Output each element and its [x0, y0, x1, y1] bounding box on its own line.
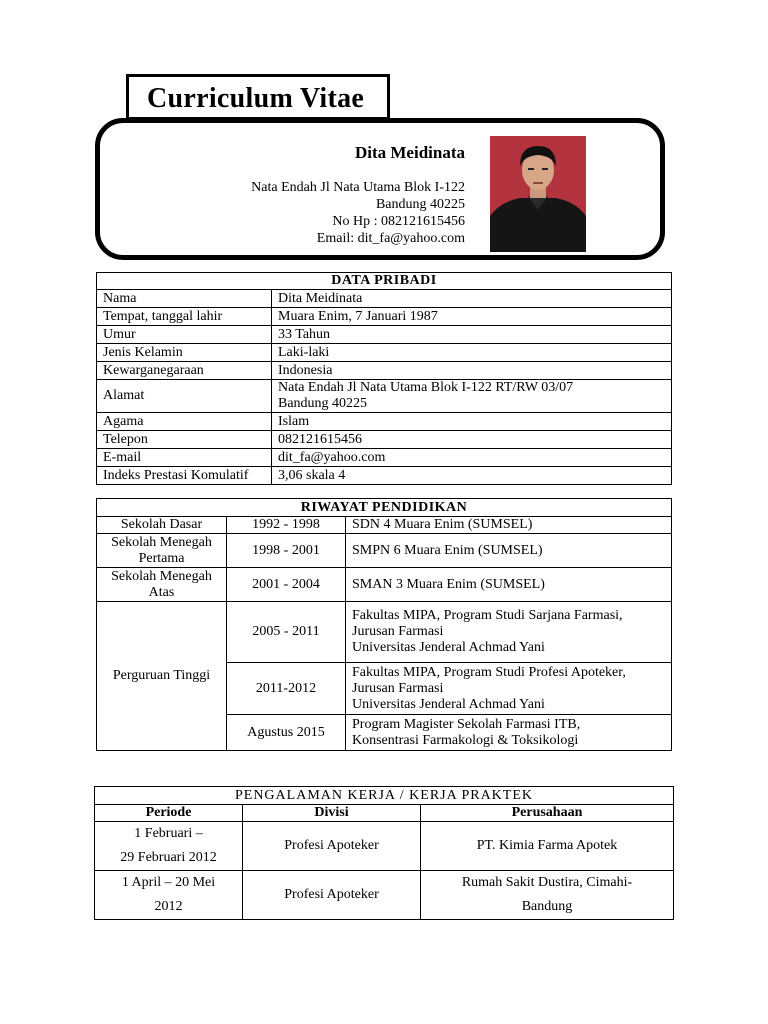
- edu-level-line-1: Sekolah Menegah: [111, 534, 212, 550]
- row-label: Agama: [97, 413, 272, 431]
- table-row: [97, 534, 672, 568]
- row-value: Muara Enim, 7 Januari 1987: [272, 308, 672, 326]
- profile-photo: [490, 136, 586, 252]
- column-header-period: Periode: [95, 805, 243, 822]
- address-value-line-1: Nata Endah Jl Nata Utama Blok I-122 RT/RW 03/07: [278, 380, 574, 395]
- edu-year: Agustus 2015: [227, 715, 346, 751]
- personal-data-heading: DATA PRIBADI: [97, 273, 672, 290]
- edu-level: [97, 568, 227, 602]
- education-table: [96, 498, 672, 751]
- address-line-2: Bandung 40225: [375, 197, 465, 212]
- edu-level-line-2: Atas: [148, 584, 175, 600]
- row-label: Telepon: [97, 431, 272, 449]
- company-line-1: Rumah Sakit Dustira, Cimahi-: [461, 875, 633, 890]
- period-line-2: 2012: [154, 899, 183, 914]
- company-line-2: Bandung: [521, 899, 573, 914]
- table-row: [97, 362, 672, 380]
- row-value: 33 Tahun: [272, 326, 672, 344]
- company-cell: [421, 822, 674, 871]
- edu-school: SMPN 6 Muara Enim (SUMSEL): [346, 534, 672, 568]
- edu-year: 1992 - 1998: [227, 517, 346, 534]
- table-row: [97, 290, 672, 308]
- row-label: Indeks Prestasi Komulatif: [97, 467, 272, 485]
- row-label: Nama: [97, 290, 272, 308]
- table-row: [95, 822, 674, 871]
- email-line: Email: dit_fa@yahoo.com: [316, 231, 465, 246]
- edu-level-line-1: Sekolah Menegah: [111, 568, 212, 584]
- phone-line: No Hp : 082121615456: [332, 214, 465, 229]
- edu-year: 2011-2012: [227, 663, 346, 715]
- edu-school: [346, 602, 672, 663]
- cv-title: Curriculum Vitae: [147, 83, 365, 114]
- row-label: E-mail: [97, 449, 272, 467]
- table-row: [97, 344, 672, 362]
- personal-data-table: [96, 272, 672, 485]
- row-value: dit_fa@yahoo.com: [272, 449, 672, 467]
- company-line-1: PT. Kimia Farma Apotek: [476, 838, 618, 853]
- address-line-1: Nata Endah Jl Nata Utama Blok I-122: [251, 180, 465, 195]
- table-row: [97, 568, 672, 602]
- row-value: Laki-laki: [272, 344, 672, 362]
- edu-level: Sekolah Dasar: [97, 517, 227, 534]
- row-label: Kewarganegaraan: [97, 362, 272, 380]
- row-value: 3,06 skala 4: [272, 467, 672, 485]
- table-row: [97, 602, 672, 663]
- edu-school: SMAN 3 Muara Enim (SUMSEL): [346, 568, 672, 602]
- edu-school: [346, 715, 672, 751]
- edu-school-line-2: Jurusan Farmasi: [352, 624, 444, 639]
- table-row: [97, 431, 672, 449]
- edu-school-line-2: Jurusan Farmasi: [352, 680, 444, 696]
- edu-school-line-3: Universitas Jenderal Achmad Yani: [352, 640, 545, 655]
- row-value: Islam: [272, 413, 672, 431]
- edu-school-line-1: Fakultas MIPA, Program Studi Profesi Apoteker,: [352, 664, 626, 680]
- table-row: [97, 308, 672, 326]
- division-cell: Profesi Apoteker: [243, 822, 421, 871]
- edu-school: [346, 663, 672, 715]
- row-value: [272, 380, 672, 413]
- row-label: Tempat, tanggal lahir: [97, 308, 272, 326]
- row-label: Jenis Kelamin: [97, 344, 272, 362]
- edu-school: SDN 4 Muara Enim (SUMSEL): [346, 517, 672, 534]
- edu-school-line-2: Konsentrasi Farmakologi & Toksikologi: [352, 732, 579, 748]
- edu-year: 2001 - 2004: [227, 568, 346, 602]
- row-label: Umur: [97, 326, 272, 344]
- period-cell: [95, 871, 243, 920]
- edu-level: [97, 534, 227, 568]
- table-row: [97, 380, 672, 413]
- table-row: [95, 871, 674, 920]
- edu-level-line-2: Pertama: [138, 550, 185, 566]
- edu-school-line-1: Program Magister Sekolah Farmasi ITB,: [352, 716, 581, 732]
- row-value: Dita Meidinata: [272, 290, 672, 308]
- column-header-division: Divisi: [243, 805, 421, 822]
- experience-table: [94, 786, 674, 920]
- row-label: Alamat: [97, 380, 272, 413]
- edu-school-line-3: Universitas Jenderal Achmad Yani: [352, 696, 545, 712]
- cv-title-box: [126, 74, 390, 120]
- education-heading: RIWAYAT PENDIDIKAN: [97, 499, 672, 517]
- edu-level-university: Perguruan Tinggi: [97, 602, 227, 751]
- table-row: [97, 326, 672, 344]
- table-row: [97, 449, 672, 467]
- division-cell: Profesi Apoteker: [243, 871, 421, 920]
- table-row: [97, 413, 672, 431]
- edu-year: 2005 - 2011: [227, 602, 346, 663]
- company-cell: [421, 871, 674, 920]
- row-value: Indonesia: [272, 362, 672, 380]
- address-value-line-2: Bandung 40225: [278, 396, 368, 411]
- period-line-1: 1 April – 20 Mei: [121, 875, 216, 890]
- edu-year: 1998 - 2001: [227, 534, 346, 568]
- period-line-2: 29 Februari 2012: [120, 850, 217, 865]
- row-value: 082121615456: [272, 431, 672, 449]
- person-name: Dita Meidinata: [354, 143, 465, 162]
- period-cell: [95, 822, 243, 871]
- experience-heading: PENGALAMAN KERJA / KERJA PRAKTEK: [95, 787, 674, 805]
- header-card: [95, 118, 665, 260]
- edu-school-line-1: Fakultas MIPA, Program Studi Sarjana Farmasi,: [352, 608, 623, 623]
- column-header-company: Perusahaan: [421, 805, 674, 822]
- table-row: [97, 517, 672, 534]
- table-row: [97, 467, 672, 485]
- period-line-1: 1 Februari –: [134, 826, 203, 841]
